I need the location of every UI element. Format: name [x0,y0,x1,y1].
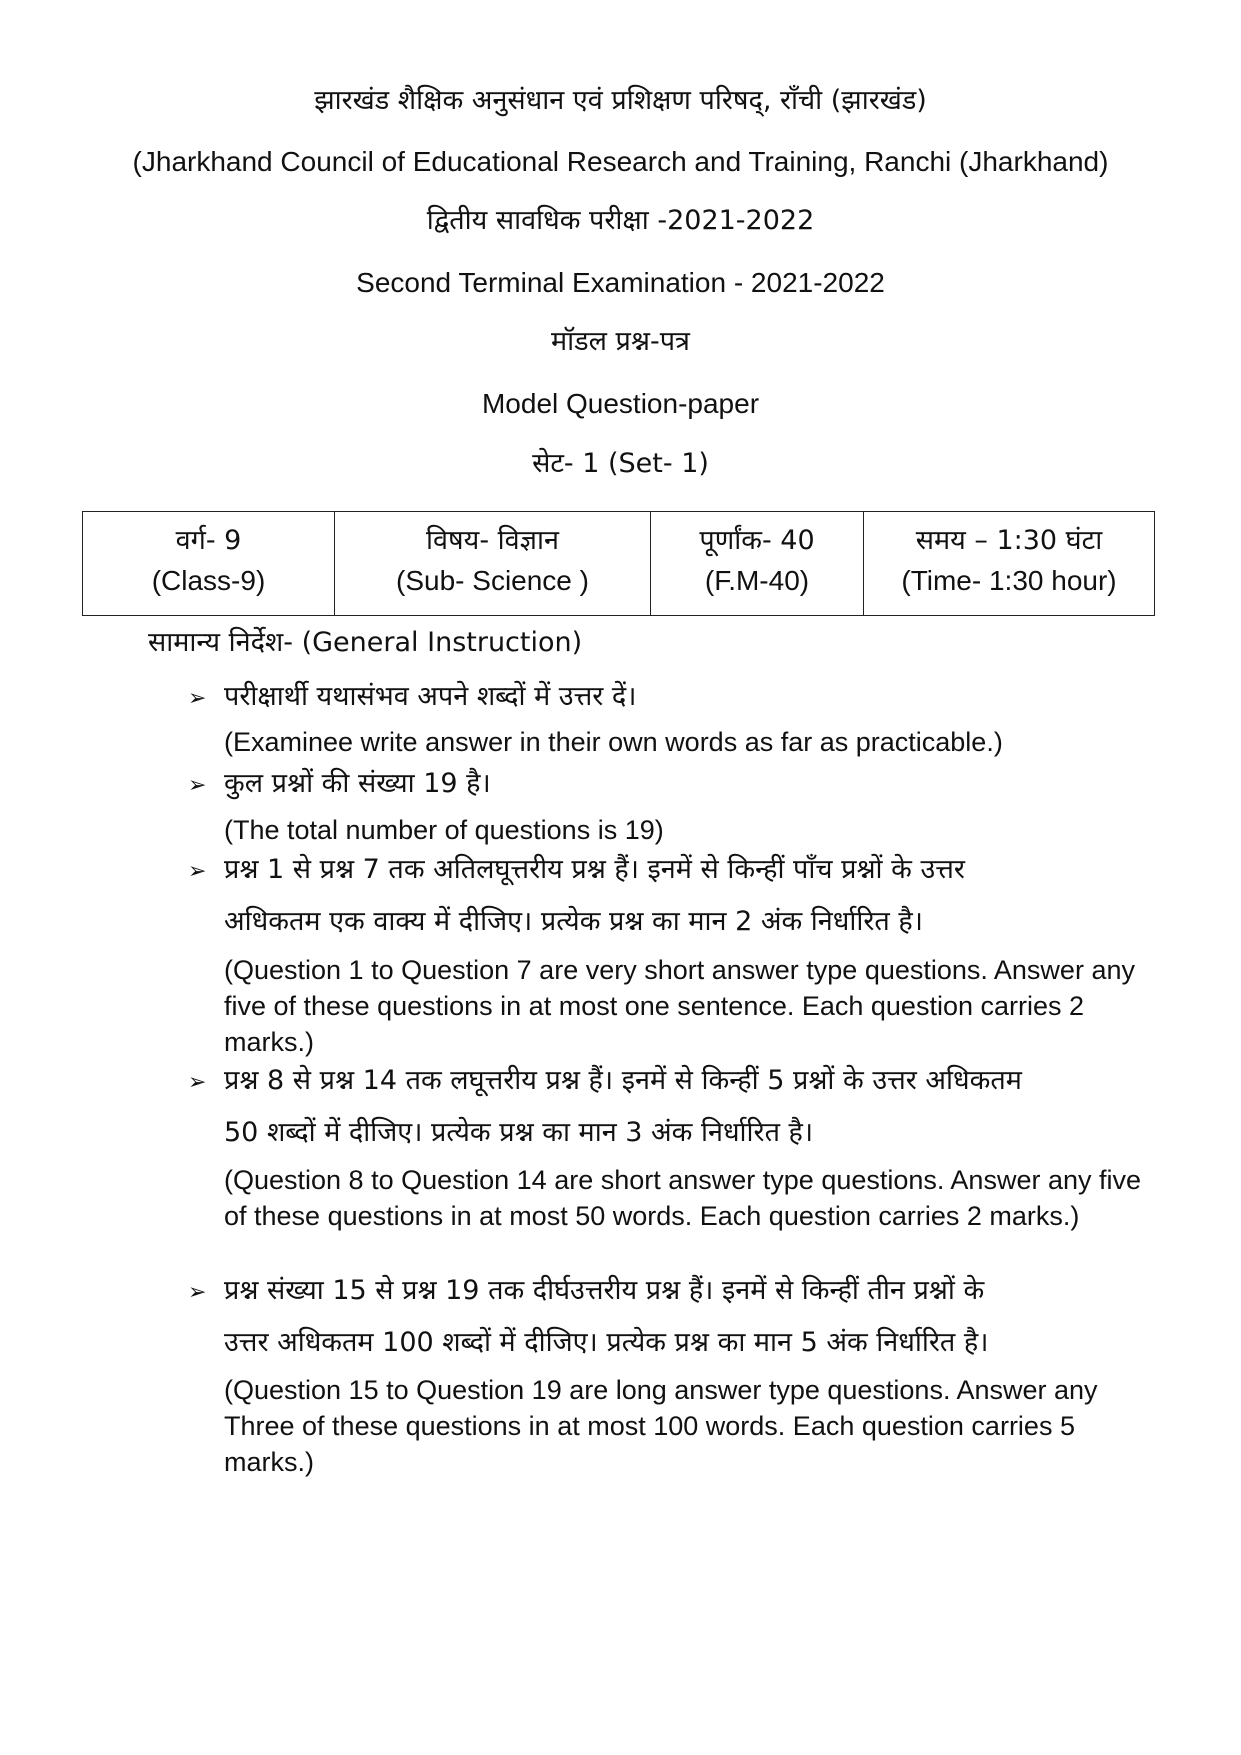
bullet-arrow-icon: ➢ [188,1070,207,1095]
class-english: (Class-9) [151,564,266,596]
instruction-1-english: (Examinee write answer in their own words as far as practicable.) [224,727,1003,757]
marks-hindi: पूर्णांक- 40 [699,524,815,556]
subject-english: (Sub- Science ) [396,564,589,596]
instruction-2-hindi: कुल प्रश्नों की संख्या 19 है। [224,768,491,799]
instruction-2-english: (The total number of questions is 19) [224,815,664,845]
instruction-3-hindi-line1: प्रश्न 1 से प्रश्न 7 तक अतिलघूत्तरीय प्रश्न हैं। इनमें से किन्हीं पाँच प्रश्नों के उत्तर [224,854,965,885]
exam-title-english: Second Terminal Examination - 2021-2022 [356,267,885,298]
instruction-5-english: (Question 15 to Question 19 are long answer type questions. Answer any Three of these questions in at most 100 words. Each question carries 5 marks.) [224,1375,1098,1477]
instruction-5-hindi-line2: उत्तर अधिकतम 100 शब्दों में दीजिए। प्रत्येक प्रश्न का मान 5 अंक निर्धारित है। [224,1327,989,1358]
marks-cell [651,512,864,616]
time-cell [864,512,1155,616]
instruction-4-hindi-line1: प्रश्न 8 से प्रश्न 14 तक लघूत्तरीय प्रश्न हैं। इनमें से किन्हीं 5 प्रश्नों के उत्तर अधिकतम [224,1065,1022,1096]
class-hindi: वर्ग- 9 [175,524,242,556]
time-english: (Time- 1:30 hour) [901,564,1117,596]
general-instruction-title: सामान्य निर्देश- (General Instruction) [148,627,583,658]
paper-title-english: Model Question-paper [481,388,760,419]
bullet-arrow-icon: ➢ [188,1280,207,1305]
instruction-4-english: (Question 8 to Question 14 are short answer type questions. Answer any five of these questions in at most 50 words. Each question carries 2 marks.) [224,1165,1141,1231]
instruction-4-hindi-line2: 50 शब्दों में दीजिए। प्रत्येक प्रश्न का मान 3 अंक निर्धारित है। [224,1117,814,1148]
set-label: सेट- 1 (Set- 1) [532,448,709,479]
bullet-arrow-icon: ➢ [188,773,207,798]
subject-cell [335,512,651,616]
class-cell [83,512,335,616]
instruction-5-hindi-line1: प्रश्न संख्या 15 से प्रश्न 19 तक दीर्घउत्तरीय प्रश्न हैं। इनमें से किन्हीं तीन प्रश्नों के [224,1275,985,1306]
bullet-arrow-icon: ➢ [188,686,207,711]
council-title-hindi: झारखंड शैक्षिक अनुसंधान एवं प्रशिक्षण परिषद्, राँची (झारखंड) [314,85,927,116]
time-hindi: समय – 1:30 घंटा [915,524,1103,556]
instruction-3-english: (Question 1 to Question 7 are very short answer type questions. Answer any five of these questions in at most one sentence. Each question carries 2 marks.) [224,955,1135,1057]
council-title-english: (Jharkhand Council of Educational Research and Training, Ranchi (Jharkhand) [132,146,1109,177]
subject-hindi: विषय- विज्ञान [426,524,559,556]
exam-title-hindi: द्वितीय सावधिक परीक्षा -2021-2022 [426,205,815,236]
paper-title-hindi: मॉडल प्रश्न-पत्र [551,326,690,357]
instruction-3-hindi-line2: अधिकतम एक वाक्य में दीजिए। प्रत्येक प्रश्न का मान 2 अंक निर्धारित है। [224,906,923,937]
bullet-arrow-icon: ➢ [188,859,207,884]
marks-english: (F.M-40) [704,564,810,596]
instruction-1-hindi: परीक्षार्थी यथासंभव अपने शब्दों में उत्तर दें। [224,681,637,712]
exam-info-table [82,511,1155,616]
